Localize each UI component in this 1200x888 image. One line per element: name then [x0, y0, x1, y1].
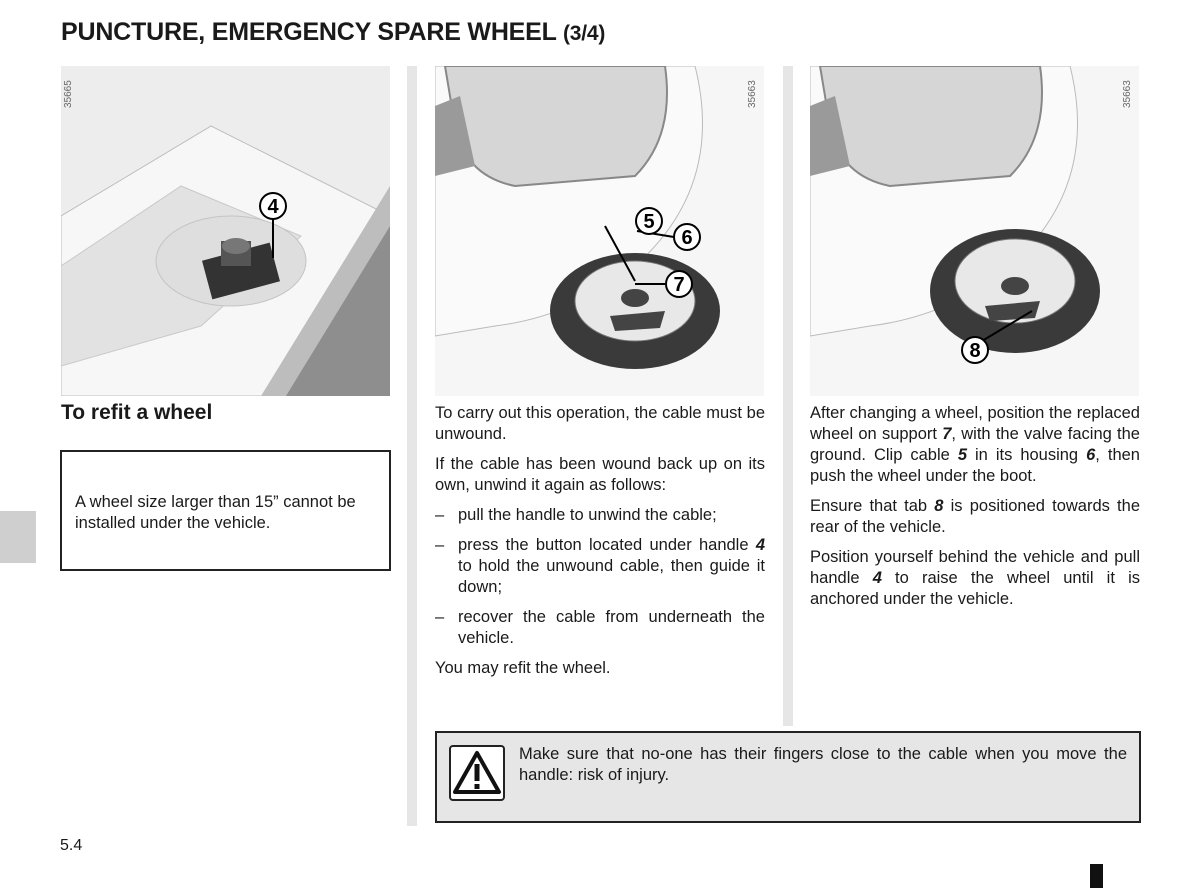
page-title — [61, 18, 605, 47]
middle-column-text — [435, 403, 765, 688]
warning-triangle-icon — [449, 745, 505, 801]
figure-illustration — [810, 66, 1139, 396]
page-number: 5.4 — [60, 837, 83, 854]
callout-8: 8 — [969, 340, 981, 362]
paragraph: Position yourself behind the vehicle and pull handle 4 to raise the wheel until it is anchored under the vehicle. — [810, 548, 1140, 608]
callout-6: 6 — [681, 227, 693, 249]
figure-illustration — [61, 66, 390, 396]
chapter-tab — [0, 511, 36, 563]
paragraph: To carry out this operation, the cable must be unwound. — [435, 404, 765, 443]
figure-wheel-tab — [810, 66, 1139, 396]
column-divider-right — [783, 66, 793, 726]
paragraph: You may refit the wheel. — [435, 659, 611, 677]
figure-ref-middle: 35663 — [747, 80, 758, 108]
right-column-text — [810, 403, 1140, 619]
list-item — [435, 535, 765, 598]
item-number: 4 — [872, 569, 882, 587]
step-list — [435, 505, 765, 649]
title-text: PUNCTURE, EMERGENCY SPARE WHEEL — [61, 18, 557, 46]
item-number: 6 — [1086, 446, 1096, 464]
paragraph: After changing a wheel, position the replaced wheel on support 7, with the valve facing the ground. Clip cable 5 in its housing 6, then push the wheel under the boot. — [810, 404, 1140, 485]
item-number: 8 — [934, 497, 944, 515]
warning-box — [435, 731, 1141, 823]
list-item — [435, 505, 765, 526]
page-edge-mark — [1090, 864, 1103, 888]
figure-ref-left: 35665 — [63, 80, 74, 108]
figure-cable-housing — [435, 66, 764, 396]
callout-7: 7 — [673, 274, 685, 296]
list-dash: – — [435, 608, 445, 626]
list-item — [435, 607, 765, 649]
callout-5: 5 — [643, 211, 655, 233]
note-text: A wheel size larger than 15” cannot be installed under the vehicle. — [75, 493, 356, 532]
item-number: 5 — [957, 446, 967, 464]
paragraph: Ensure that tab 8 is positioned towards the rear of the vehicle. — [810, 497, 1140, 536]
list-item-text: press the button located under handle — [458, 536, 756, 554]
item-number: 7 — [942, 425, 952, 443]
item-number: 4 — [755, 536, 765, 554]
warning-text: Make sure that no-one has their fingers close to the cable when you move the handle: risk of injury. — [519, 745, 1127, 784]
paragraph: If the cable has been wound back up on its own, unwind it again as follows: — [435, 455, 765, 494]
column-divider-left — [407, 66, 417, 826]
figure-spare-wheel-handle — [61, 66, 390, 396]
section-heading: To refit a wheel — [61, 401, 213, 424]
note-box — [60, 450, 391, 571]
list-item-text: recover the cable from underneath the vehicle. — [458, 608, 765, 647]
list-dash: – — [435, 506, 445, 524]
figure-ref-right: 35663 — [1122, 80, 1133, 108]
figure-illustration — [435, 66, 764, 396]
list-item-text: to hold the unwound cable, then guide it down; — [458, 557, 765, 596]
title-part: (3/4) — [563, 22, 606, 45]
callout-4: 4 — [267, 196, 279, 218]
list-item-text: pull the handle to unwind the cable; — [458, 506, 717, 524]
list-dash: – — [435, 536, 445, 554]
